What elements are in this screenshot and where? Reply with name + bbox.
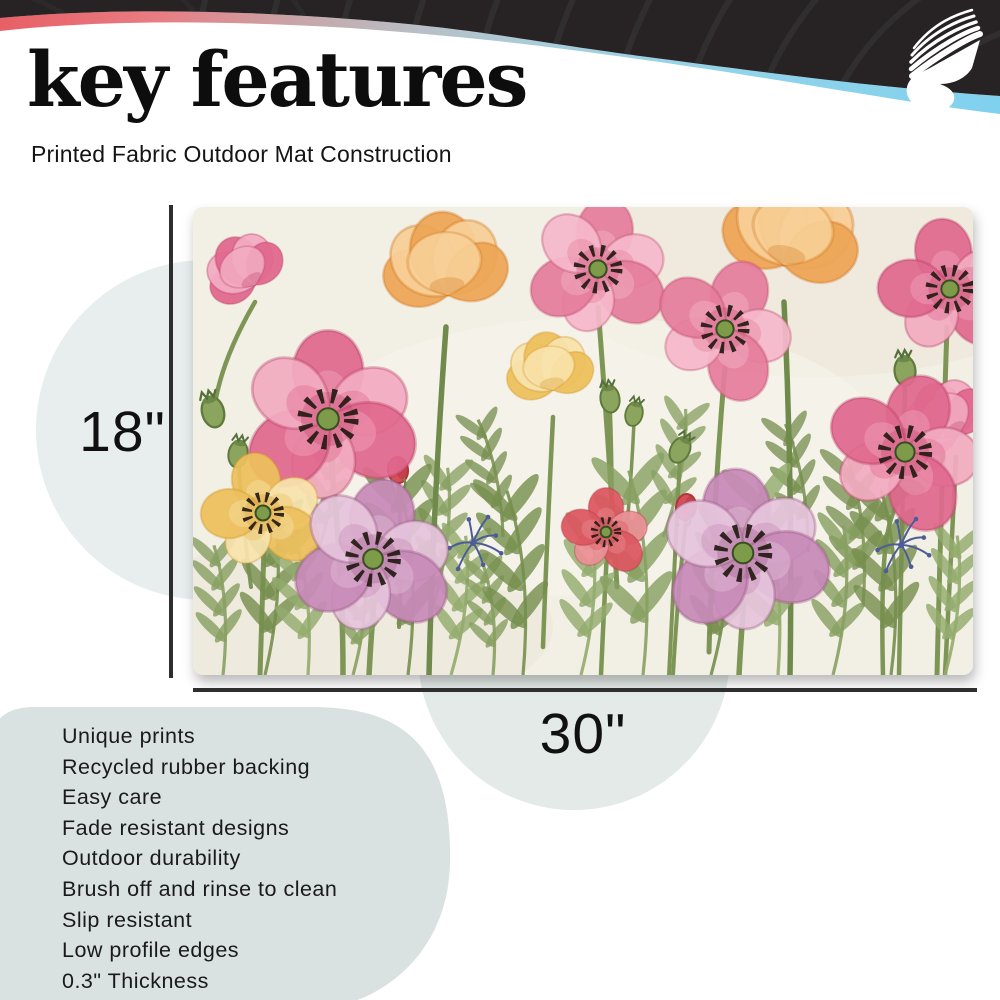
poppy-artwork [193, 207, 973, 675]
feature-item: Low profile edges [62, 938, 240, 963]
mat-image [193, 207, 973, 675]
height-label: 18" [79, 400, 166, 464]
page-title: key features [27, 35, 527, 124]
feature-item: Easy care [62, 785, 163, 810]
features-list [62, 721, 337, 996]
feature-item: Unique prints [62, 724, 196, 748]
feature-item: Slip resistant [62, 907, 193, 932]
feature-item: Brush off and rinse to clean [62, 876, 338, 901]
page-subtitle: Printed Fabric Outdoor Mat Construction [31, 141, 452, 167]
feature-item: Fade resistant designs [62, 815, 290, 840]
feature-item: Recycled rubber backing [62, 754, 311, 779]
feature-item: Outdoor durability [62, 846, 241, 871]
feature-item: 0.3" Thickness [62, 968, 209, 993]
width-label: 30" [539, 702, 627, 766]
dimension-line-horizontal [193, 688, 977, 692]
